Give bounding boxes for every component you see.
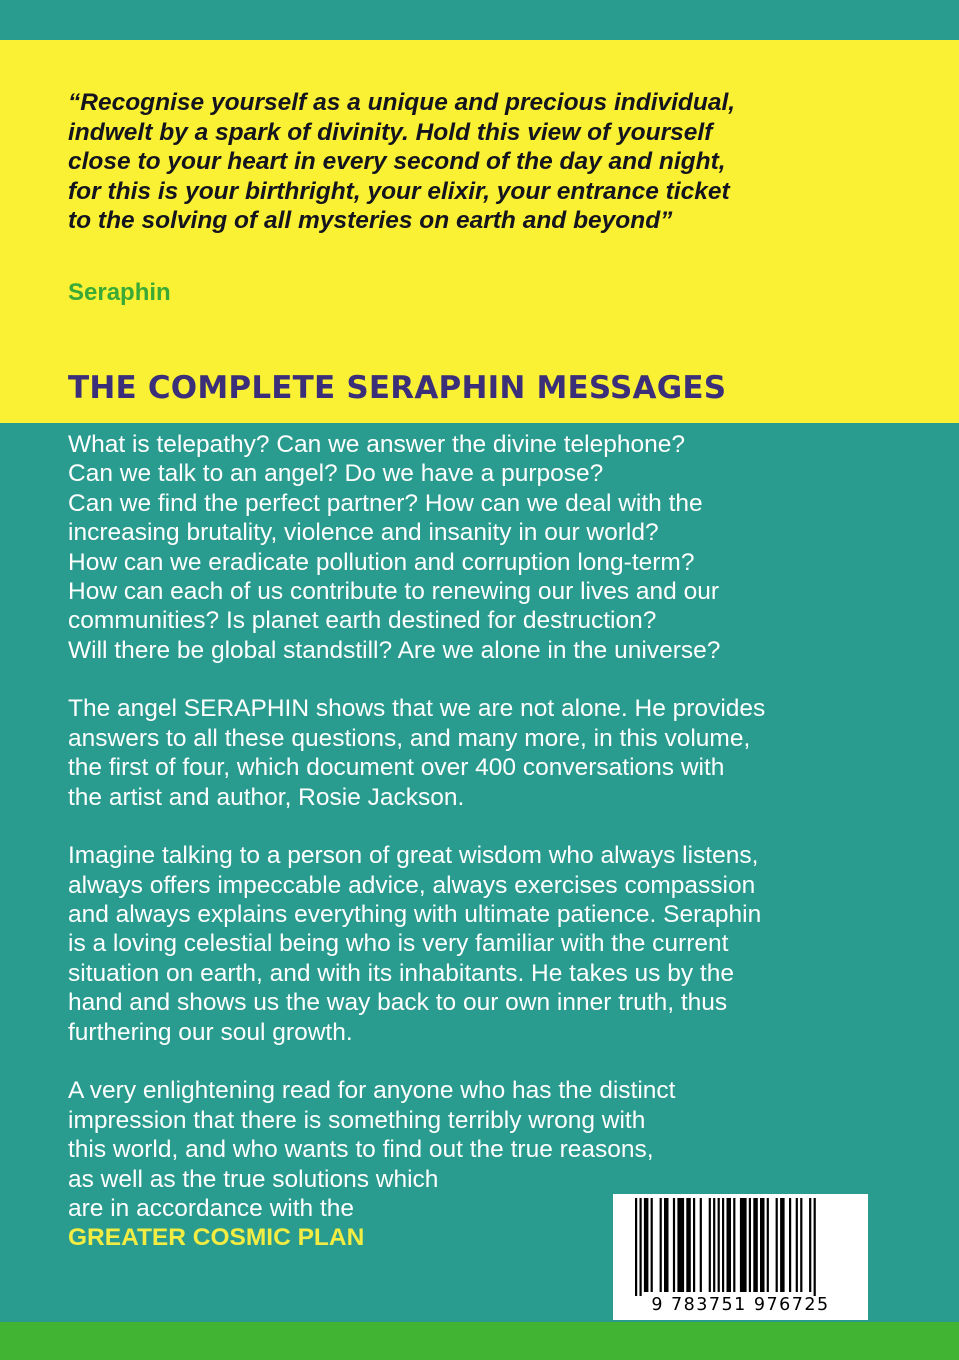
quote-author: Seraphin — [68, 279, 171, 306]
quote-line: to the solving of all mysteries on earth and beyond” — [68, 207, 673, 234]
barcode-bar — [660, 1198, 662, 1292]
barcode-bar — [673, 1198, 675, 1292]
barcode-bar — [677, 1198, 684, 1292]
barcode-bar — [753, 1198, 758, 1292]
blurb-line: as well as the true solutions which — [68, 1165, 439, 1193]
barcode-bar — [640, 1198, 642, 1296]
bottom-green-band — [0, 1322, 959, 1360]
blurb-line: increasing brutality, violence and insanity in our world? — [68, 519, 659, 547]
isbn-digits: 9 783751 976725 — [651, 1295, 830, 1315]
blurb-line: is a loving celestial being who is very familiar with the current — [68, 930, 729, 958]
barcode-bar — [727, 1198, 732, 1292]
barcode-bars-icon — [613, 1194, 868, 1296]
greater-cosmic-plan-text: GREATER COSMIC PLAN — [68, 1224, 365, 1252]
blurb-paragraph-questions — [68, 430, 938, 665]
blurb-line: How can each of us contribute to renewing our lives and our — [68, 578, 719, 606]
blurb-paragraph-seraphin — [68, 694, 938, 812]
blurb-line: this world, and who wants to find out the true reasons, — [68, 1136, 654, 1164]
blurb-line: Can we talk to an angel? Do we have a purpose? — [68, 460, 604, 488]
barcode-bar — [635, 1198, 637, 1296]
quote-line: close to your heart in every second of the day and night, — [68, 148, 726, 175]
blurb-paragraph-imagine — [68, 841, 938, 1047]
barcode-bar — [722, 1198, 724, 1292]
barcode-bar — [760, 1198, 765, 1292]
blurb-body — [68, 430, 938, 1282]
quote-text — [68, 88, 928, 236]
isbn-barcode — [613, 1194, 868, 1320]
barcode-bar — [693, 1198, 695, 1292]
blurb-line: How can we eradicate pollution and corruption long-term? — [68, 548, 695, 576]
blurb-line: situation on earth, and with its inhabitants. He takes us by the — [68, 959, 734, 987]
barcode-bar — [713, 1198, 715, 1292]
blurb-line: Can we find the perfect partner? How can we deal with the — [68, 489, 703, 517]
barcode-bar — [767, 1198, 769, 1292]
barcode-bar — [789, 1198, 791, 1292]
barcode-bar — [780, 1198, 785, 1292]
blurb-line: always offers impeccable advice, always exercises compassion — [68, 871, 756, 899]
blurb-line: communities? Is planet earth destined for destruction? — [68, 607, 657, 635]
blurb-line: hand and shows us the way back to our own inner truth, thus — [68, 989, 728, 1017]
quote-line: “Recognise yourself as a unique and precious individual, — [68, 89, 736, 116]
barcode-bar — [651, 1198, 653, 1292]
barcode-bar — [740, 1198, 747, 1292]
barcode-bar — [664, 1198, 669, 1292]
blurb-line: the artist and author, Rosie Jackson. — [68, 783, 465, 811]
barcode-bar — [700, 1198, 702, 1292]
barcode-bar — [814, 1198, 816, 1296]
barcode-bar — [749, 1198, 751, 1292]
blurb-line: Imagine talking to a person of great wisdom who always listens, — [68, 842, 759, 870]
blurb-line: The angel SERAPHIN shows that we are not alone. He provides — [68, 695, 766, 723]
quote-line: for this is your birthright, your elixir, your entrance ticket — [68, 177, 730, 205]
blurb-line: answers to all these questions, and many more, in this volume, — [68, 724, 751, 752]
barcode-bar — [796, 1198, 798, 1292]
barcode-bar — [776, 1198, 778, 1292]
blurb-line: impression that there is something terribly wrong with — [68, 1106, 646, 1134]
barcode-bar — [686, 1198, 691, 1292]
book-title-headline: THE COMPLETE SERAPHIN MESSAGES — [68, 370, 727, 406]
quote-line: indwelt by a spark of divinity. Hold this view of yourself — [68, 118, 713, 146]
blurb-line: Will there be global standstill? Are we alone in the universe? — [68, 636, 721, 664]
barcode-bar — [644, 1198, 649, 1292]
blurb-line: furthering our soul growth. — [68, 1018, 353, 1046]
barcode-bar — [800, 1198, 802, 1292]
barcode-bar — [718, 1198, 720, 1292]
top-teal-band — [0, 0, 959, 40]
blurb-line: A very enlightening read for anyone who has the distinct — [68, 1077, 676, 1105]
blurb-line: are in accordance with the — [68, 1194, 354, 1222]
blurb-line: and always explains everything with ultimate patience. Seraphin — [68, 901, 762, 929]
barcode-bar — [809, 1198, 811, 1292]
barcode-bar — [709, 1198, 711, 1292]
barcode-bar — [733, 1198, 735, 1292]
blurb-line: What is telepathy? Can we answer the divine telephone? — [68, 431, 685, 458]
blurb-line: the first of four, which document over 400 conversations with — [68, 754, 725, 782]
